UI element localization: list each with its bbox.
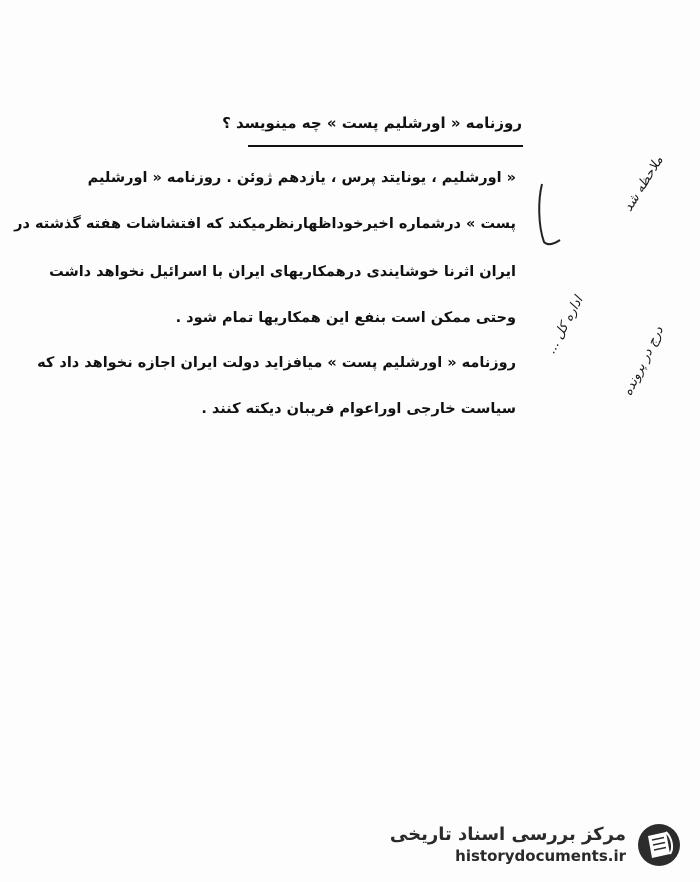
archive-watermark: [390, 822, 682, 868]
archive-watermark-text: [390, 824, 626, 866]
handwritten-note: اداره کل ...: [543, 293, 587, 357]
title-underline: [248, 145, 523, 147]
document-title: روزنامه « اورشلیم پست » چه مینویسد ؟: [222, 114, 522, 132]
handwritten-note: درج در پرونده: [620, 324, 667, 399]
body-line: وحتی ممکن است بنفع این همکاریها تمام شود .: [175, 310, 516, 326]
body-line: سیاست خارجی اوراعوام فریبان دیکته کنند .: [201, 401, 516, 417]
archive-url: historydocuments.ir: [455, 847, 626, 865]
body-line: « اورشلیم ، یونایتد پرس ، یازدهم ژوئن . روزنامه « اورشلیم: [87, 170, 516, 186]
handwritten-note: ملاحظه شد: [620, 153, 667, 215]
archive-name: مرکز بررسی اسناد تاریخی: [389, 824, 626, 845]
margin-bracket-mark: [536, 180, 566, 250]
body-line: پست » درشماره اخیرخوداظهارنظرمیکند که افتشاشات هفته گذشته در: [14, 216, 516, 232]
body-line: روزنامه « اورشلیم پست » میافزاید دولت ایران اجازه نخواهد داد که: [37, 355, 516, 371]
archive-logo-icon: [636, 822, 682, 868]
body-line: ایران اثرنا خوشایندی درهمکاریهای ایران با اسرائیل نخواهد داشت: [49, 264, 516, 280]
